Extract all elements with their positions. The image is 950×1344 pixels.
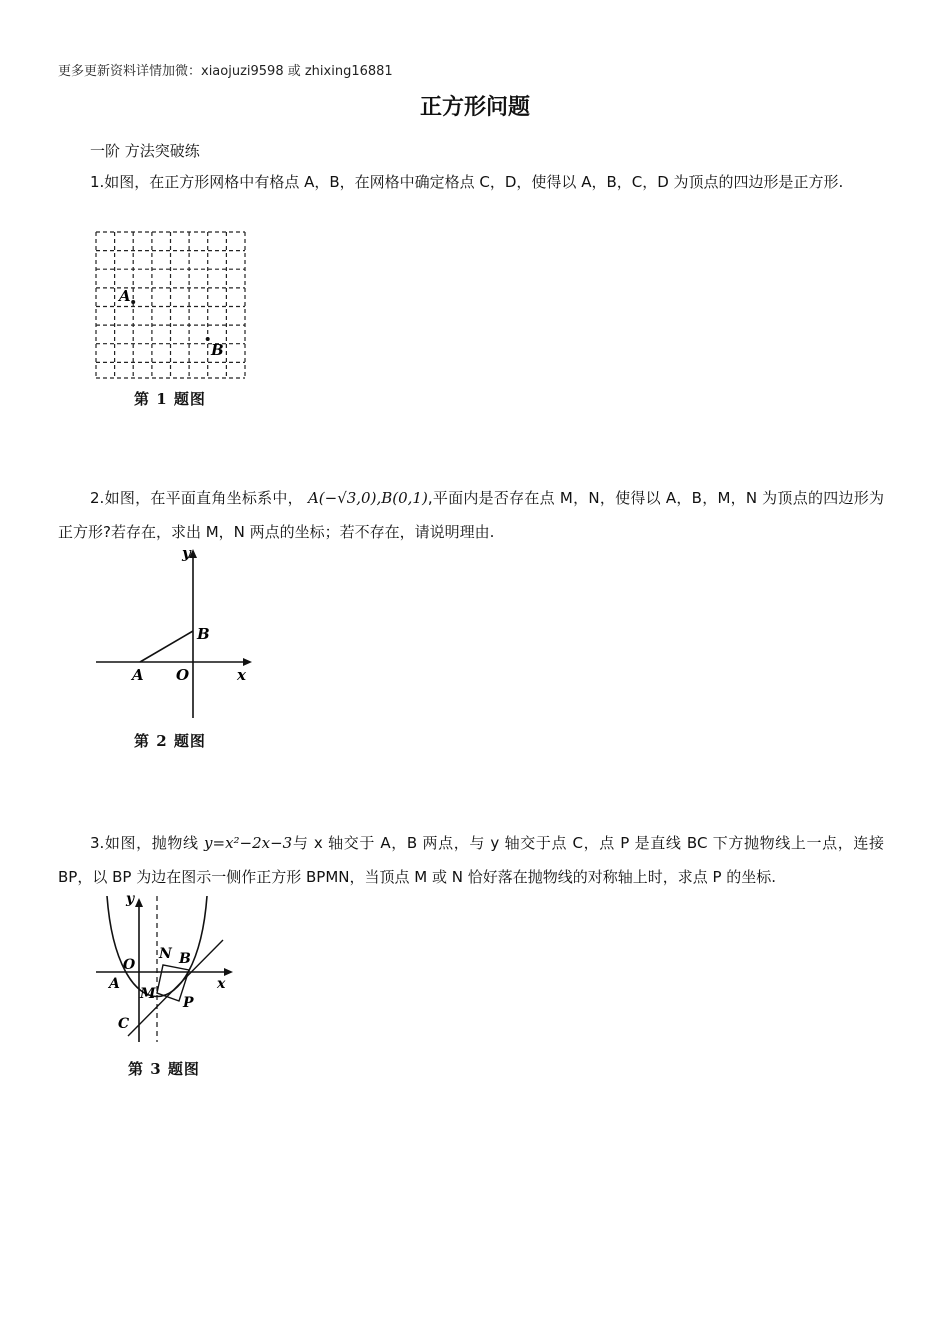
label-c: C: [118, 1016, 130, 1032]
x-arrow: [243, 658, 252, 666]
question-2-text: [58, 481, 884, 549]
label-p: P: [183, 995, 194, 1011]
question-3-prefix: 3.如图，抛物线: [90, 834, 205, 852]
label-o: O: [123, 957, 136, 973]
figure-3-caption: 第 3 题图: [128, 1060, 200, 1078]
header-note: 更多更新资料详情加微：xiaojuzi9598 或 zhixing16881: [58, 64, 393, 79]
x-arrow: [224, 968, 233, 976]
label-b: B: [211, 341, 224, 359]
page-title: 正方形问题: [419, 95, 530, 120]
label-x: x: [217, 976, 226, 992]
label-a: A: [119, 287, 131, 305]
label-y: y: [126, 891, 135, 907]
question-1-text: 1.如图，在正方形网格中有格点 A，B，在网格中确定格点 C，D，使得以 A，B，C，D 为顶点的四边形是正方形.: [90, 173, 844, 191]
label-m: M: [140, 986, 156, 1002]
figure-1-caption: 第 1 题图: [134, 390, 206, 408]
figure-3-parabola: [90, 890, 250, 1050]
label-y: y: [182, 544, 191, 562]
y-arrow: [135, 898, 143, 907]
label-a: A: [109, 976, 120, 992]
question-2-math: A(−√3,0),B(0,1): [307, 489, 428, 507]
label-b: B: [179, 951, 191, 967]
label-a: A: [132, 666, 144, 684]
section-heading: 一阶 方法突破练: [90, 142, 200, 160]
question-3-suffix: 与 x 轴交于 A，B 两点，与 y 轴交于点 C，点 P 是直线 BC 下方抛物线上一点，连接 BP，以 BP 为边在图示一侧作正方形 BPMN，当顶点 M 或 N 恰好落在抛物线的对称轴上时，求点 P 的坐标.: [58, 834, 884, 886]
label-x: x: [237, 666, 246, 684]
question-2-suffix: ,平面内是否存在点 M，N，使得以 A，B，M，N 为顶点的四边形为正方形?若存在，求出 M，N 两点的坐标；若不存在，请说明理由.: [58, 489, 884, 541]
figure-2-caption: 第 2 题图: [134, 732, 206, 750]
question-3-text: [58, 826, 884, 894]
point-b: [206, 337, 210, 341]
point-a: [131, 300, 135, 304]
figure-1-grid: [90, 226, 260, 386]
question-3-math: y=x²−2x−3: [204, 834, 293, 852]
label-n: N: [159, 946, 172, 962]
segment-ab: [140, 631, 193, 662]
label-b: B: [197, 625, 210, 643]
label-o: O: [176, 666, 190, 684]
question-2-prefix: 2.如图，在平面直角坐标系中，: [90, 489, 303, 507]
figure-2-axes: [90, 540, 270, 725]
